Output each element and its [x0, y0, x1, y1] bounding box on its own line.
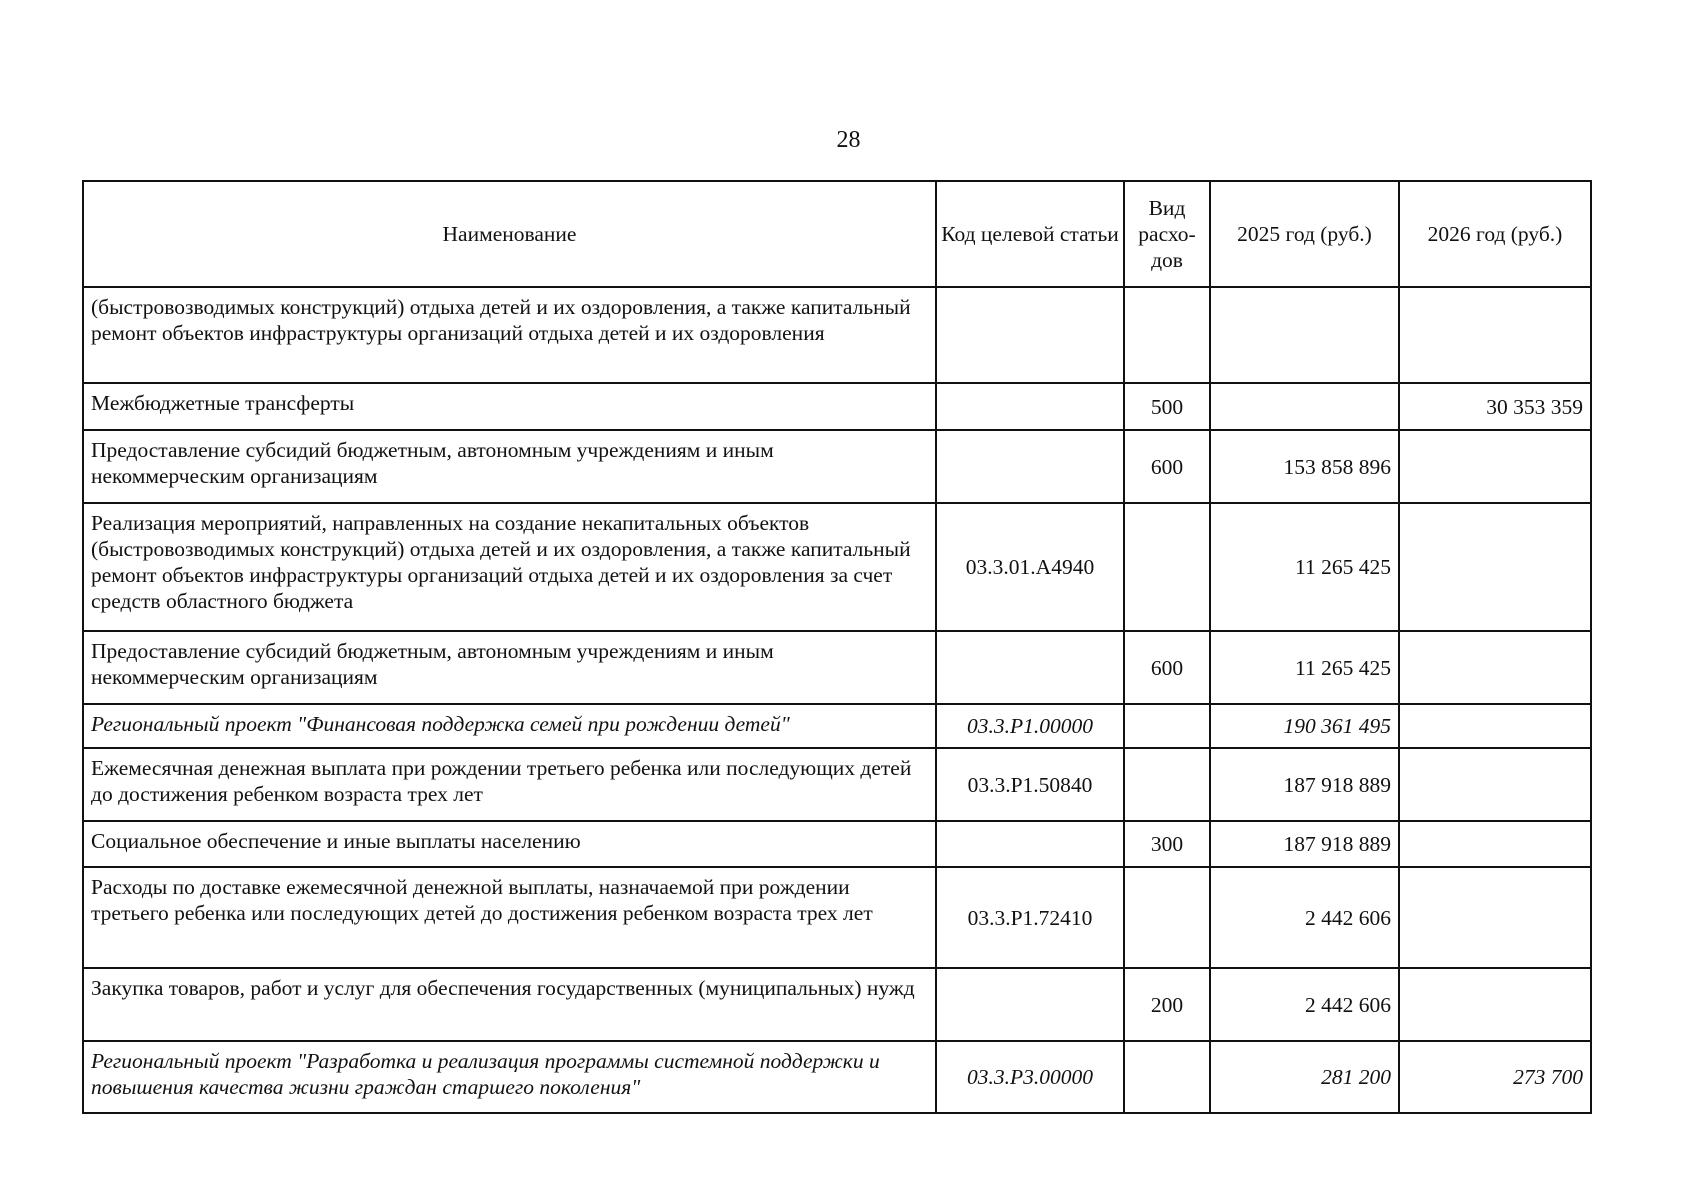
row-kind: 600	[1124, 631, 1210, 704]
row-2025: 281 200	[1210, 1041, 1399, 1113]
row-2026	[1399, 287, 1591, 383]
row-2026	[1399, 821, 1591, 867]
row-kind	[1124, 704, 1210, 748]
row-2026	[1399, 748, 1591, 821]
table-row	[83, 503, 1591, 631]
row-kind: 600	[1124, 430, 1210, 503]
row-kind	[1124, 748, 1210, 821]
row-code	[936, 383, 1124, 430]
row-code: 03.3.Р1.72410	[936, 867, 1124, 968]
table-row	[83, 383, 1591, 430]
row-name: Закупка товаров, работ и услуг для обеспечения государственных (муниципальных) нужд	[83, 968, 936, 1041]
row-kind	[1124, 503, 1210, 631]
row-kind: 500	[1124, 383, 1210, 430]
table-row	[83, 748, 1591, 821]
table-row	[83, 867, 1591, 968]
table-row	[83, 1041, 1591, 1113]
row-name: Социальное обеспечение и иные выплаты населению	[83, 821, 936, 867]
row-2025: 187 918 889	[1210, 748, 1399, 821]
row-code: 03.3.Р1.50840	[936, 748, 1124, 821]
page-number: 28	[836, 127, 861, 153]
row-name: Региональный проект "Финансовая поддержка семей при рождении детей"	[83, 704, 936, 748]
row-2025: 153 858 896	[1210, 430, 1399, 503]
row-name: Расходы по доставке ежемесячной денежной выплаты, назначаемой при рождении третьего ребенка или последующих детей до достижения ребенком возраста трех лет	[83, 867, 936, 968]
row-2026	[1399, 867, 1591, 968]
row-name: Предоставление субсидий бюджетным, автономным учреждениям и иным некоммерческим организациям	[83, 631, 936, 704]
budget-table	[82, 180, 1592, 1114]
row-code: 03.3.Р1.00000	[936, 704, 1124, 748]
row-2026	[1399, 631, 1591, 704]
row-2025: 190 361 495	[1210, 704, 1399, 748]
row-name: Межбюджетные трансферты	[83, 383, 936, 430]
row-2025: 11 265 425	[1210, 503, 1399, 631]
table-row	[83, 631, 1591, 704]
row-code	[936, 821, 1124, 867]
row-kind: 200	[1124, 968, 1210, 1041]
table-row	[83, 821, 1591, 867]
row-code: 03.3.Р3.00000	[936, 1041, 1124, 1113]
row-2025	[1210, 383, 1399, 430]
header-year-2025: 2025 год (руб.)	[1210, 181, 1399, 287]
header-name: Наименование	[83, 181, 936, 287]
row-code: 03.3.01.А4940	[936, 503, 1124, 631]
row-kind: 300	[1124, 821, 1210, 867]
row-2026	[1399, 968, 1591, 1041]
row-2026: 30 353 359	[1399, 383, 1591, 430]
header-kind: Вид расхо-дов	[1124, 181, 1210, 287]
table-header-row	[83, 181, 1591, 287]
row-kind	[1124, 867, 1210, 968]
row-code	[936, 287, 1124, 383]
row-kind	[1124, 287, 1210, 383]
row-2026	[1399, 430, 1591, 503]
row-2026: 273 700	[1399, 1041, 1591, 1113]
row-name: Предоставление субсидий бюджетным, автономным учреждениям и иным некоммерческим организациям	[83, 430, 936, 503]
table-row	[83, 287, 1591, 383]
header-code: Код целевой статьи	[936, 181, 1124, 287]
row-2025: 2 442 606	[1210, 867, 1399, 968]
header-year-2026: 2026 год (руб.)	[1399, 181, 1591, 287]
table-row	[83, 968, 1591, 1041]
row-code	[936, 631, 1124, 704]
row-2025: 2 442 606	[1210, 968, 1399, 1041]
row-name: Ежемесячная денежная выплата при рождении третьего ребенка или последующих детей до достижения ребенком возраста трех лет	[83, 748, 936, 821]
row-kind	[1124, 1041, 1210, 1113]
table-row	[83, 704, 1591, 748]
row-2025: 187 918 889	[1210, 821, 1399, 867]
row-code	[936, 430, 1124, 503]
row-name: Реализация мероприятий, направленных на создание некапитальных объектов (быстровозводимых конструкций) отдыха детей и их оздоровления, а также капитальный ремонт объектов инфраструктуры организаций отдыха детей и их оздоровления за счет средств областного бюджета	[83, 503, 936, 631]
row-2025	[1210, 287, 1399, 383]
row-2026	[1399, 503, 1591, 631]
row-code	[936, 968, 1124, 1041]
row-2025: 11 265 425	[1210, 631, 1399, 704]
row-name: (быстровозводимых конструкций) отдыха детей и их оздоровления, а также капитальный ремонт объектов инфраструктуры организаций отдыха детей и их оздоровления	[83, 287, 936, 383]
table-row	[83, 430, 1591, 503]
row-2026	[1399, 704, 1591, 748]
row-name: Региональный проект "Разработка и реализация программы системной поддержки и повышения качества жизни граждан старшего поколения"	[83, 1041, 936, 1113]
